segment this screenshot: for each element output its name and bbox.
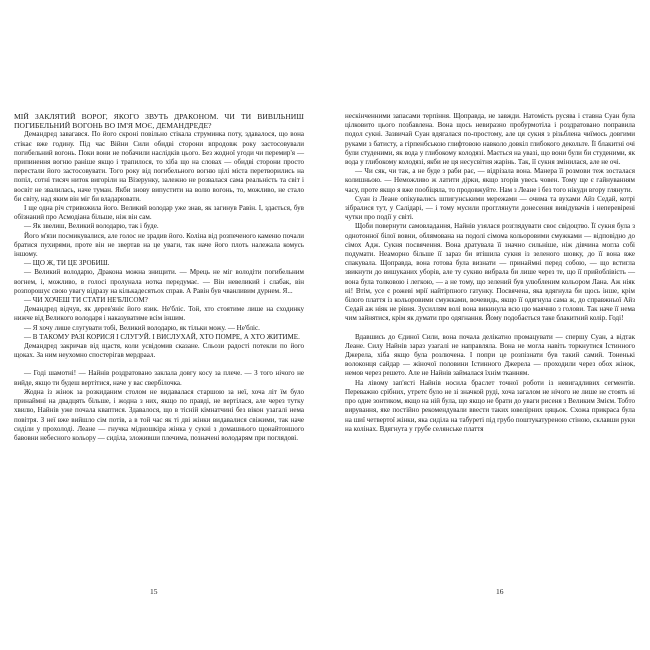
paragraph: Демандред закричав від щастя, коли усвідомив сказане. Сльози радості потекли по його щоках. За ним неухомно спостерігав мердраал.	[14, 342, 304, 360]
paragraph: МІЙ ЗАКЛЯТИЙ ВОРОГ, ЯКОГО ЗВУТЬ ДРАКОНОМ. ЧИ ТИ ВИВІЛЬНИШ ПОГИБЕЛЬНИЙ ВОГОНЬ ВО ІМ'Я МОЄ, ДЕМАНДРЕДЕ?	[14, 112, 304, 131]
paragraph: — Великий володарю, Дракона можна знищити. — Мрець не міг володіти погибельним вогнем, і, можливо, в голосі пролунала нотка передумає. — Він невеликий і слабак, він розпорошує свою увагу відразу на кількадесятьох справ. А Равін був чванливим дурнем. Я...	[14, 268, 304, 295]
paragraph: На лівому зап'ясті Найнів носила браслет точної роботи із невигадливих сегментів. Переважно срібних, утретє було не зі значкой руді, хоча загалом не нічого не лише не стоять ні про одне зонтиком, якщо на ній була, що якщо не брати до уваги рисеня з Великим Змієм. Тобто вирування, яке постійно рекомендували ввести таких ювелірних цяцьок. Схожа прикраса була на шиї четвертої жінки, яка сиділа на табуреті під грубо поштукатуреною стіною, склавши руки на колінах. Вдягнута у грубе селянське плаття	[345, 378, 635, 433]
paragraph: нескінченними запасами терпіння. Щоправда, не завжди. Натомість русява і ставна Суан була цілковито цього позбавлена. Вона щось невиразно пробурмотіла і роздратовано поправила подол сукні. Зазвичай Суан вдягалася по-простому, але ця сукня з різьблена чиїмось довгими руками з батисту, а гірпенбською глифтовою навколо довкіл глибокого декольте. Її блакитні очі були студеними, як вода у глибокому колодязі. Мається на увазі, що вони були би студеними, як вода у глибокому колодязі, якби не ця несусвітня жарінь. Так, її сукня змінилася, але не очі.	[345, 112, 635, 167]
paragraph: Його м'язи посмикувалися, але голос не зрадив його. Коліна від розпеченого каменю почали братися пухирями, проте він не звертав на це уваги, так наче його плоть належала комусь іншому.	[14, 231, 304, 259]
paragraph: — В ТАКОМУ РАЗІ КОРИСЯ І СЛУГУЙ. І ВИСЛУХАЙ, ХТО ПОМРЕ, А ХТО ЖИТИМЕ.	[24, 332, 300, 341]
paragraph: Щоби повернути самовладання, Найнів узялася розглядувати своє свідоцтво. Її сукня була з однотонної білої вовни, облямована на подолі сімома кольоровими смужками — відповідно до сімох Адж. Сукня посвячення. Вона дратувала її значно сильніше, ніж дівчина могла собі подумати. Неаморно більше її зараз би втішила сукня із зеленого шовку, до її вона вже спакувала. Щоправда, вона готова була визнати — принаймні перед собою, — що встигла звикнути до вишуканих уборів, але ту сукню вибрала би лише через те, що її прийоблівість — вона була толковою і легкою, — а не тому, що зелений був улюбленим кольором Лана. Аж ніяк ні! Втім, усе є рожеві мрії найтірпного гатунку. Посвячена, яка вдягнула би щось інше, крім білого плаття із кольоровими смужками, вочевидь, якщо її одягнула сама ж, до справжньої Айз Седай аж ніяк не рівня. Зусиллям волі вона викинула всю цю маячню з голови. Так наче її нема чим зайнятися, крім як думати про одягнання. Йому подобається таке блакитний колір. Годі!	[345, 222, 635, 323]
paragraph: Суан із Леане опікувались шпигунськими мережами — очима та вухами Айз Седай, котрі зібралися тут, у Салідарі, — і тому мусили прогглянути донесення вивідувачів і неперевірені чутки про події у світі.	[345, 194, 635, 222]
paragraph: Демандред відчув, як дерев'яніє його язик. Не'бліс. Той, хто стоятиме лише на сходинку нижче від Великого володаря і наказуватиме всім іншим.	[14, 305, 304, 323]
paragraph: — Годі шамотні! — Найнів роздратовано заклала довгу косу за плече. — З того нічого не вийде, якщо ти будеш вертітися, наче у вас свербілочка.	[14, 369, 304, 387]
paragraph: Демандред завагався. По його скроні повільно стікала струминка поту, здавалося, що вона стікає вже годину. Під час Війни Сили обидві сторони впродовж року застосовували погибельний вогонь. Поки вони не побачили наслідків цього. Без жодної угоди чи перемир'я — припинення вогню раніше якщо і трапилося, то хіба що на словах — обидві сторони просто перестали його застосовувати. Тогo року від погибельного вогню цілі міста перетворились на попіл, сотні тисяч ниток вигоріли на Візерунку, залежно не розвалася сама реальність та світ і восвіт не звалилась, наче туман. Якби знову випустити на волю вогонь, то, можливо, не стало би світу, над яким він міг би владарювати.	[14, 130, 304, 203]
paragraph: — ЩО Ж, ТИ ЦЕ ЗРОБИШ.	[24, 259, 110, 268]
paragraph: — Як звелиш, Великий володарю, так і буде.	[24, 222, 159, 231]
paragraph: І ще одна річ стривожила його. Великий володар уже знав, як загинув Равін. І, здається, був обізнаний про Асмодіана більше, ніж він сам.	[14, 204, 304, 222]
left-page	[14, 112, 304, 632]
paragraph: — ЧИ ХОЧЕШ ТИ СТАТИ НЕ'БЛІСОМ?	[24, 296, 148, 305]
left-page-text	[14, 112, 304, 443]
right-page-text	[345, 112, 635, 434]
right-page-number: 16	[496, 587, 504, 596]
paragraph: Вдавшись до Єдиної Сили, вона почала делікатно промацувати — спершу Суан, а відтак Леане. Силу Найнів зараз узагалі не направляла. Вона не могла навіть торкнутися Істинного Джерела, хіба якщо була розлючена. І попри це розпізнати був такий самий. Тоненькі волоконця сайдар — жіночої половини Істинного Джерела — проходили через обох жінок, немов через решето. Але не Найнів займалася їхнім тканням.	[345, 332, 635, 378]
left-page-number: 15	[150, 587, 158, 596]
paragraph: — Я хочу лише слугувати тобі, Великий володарю, як тільки можу. — Не'бліс.	[24, 323, 260, 332]
paragraph: Жодна із жінок за розкиданим столом не видавалася старшою за неї, хоча літ їм було принаймні на двадцять більше, і жодна з них, якщо по правді, не вертілася, але через тутку хвилю, Найнів уже почала кваптися. Здавалося, що в тісній кімнатчині без вікон узагалі нема повітря. З неї вже вийшло сім потів, а в той час як ті дві жінки видавалися свіжими, так наче сиділи у прохолоді. Леане — гнучка мідношкіра жінка у сукні з домашнього щонайтоншого бавовни небесного кольору — сиділа, зложивши плечима, позначені володарям при поглядові.	[14, 387, 304, 442]
right-page	[345, 112, 635, 632]
paragraph: — Чи сяк, чи так, а не буде з раби рає, — відрізала вона. Манера її розмови теж зосталася колишньою. — Неможливо ж латити дірки, якщо згорів увесь човен. Тому ще є гайнуванням часу, проте якщо я вже пообіцяла, то продовжуйте. Нам з Леане і без того нікуди вгору глянути.	[345, 167, 635, 194]
